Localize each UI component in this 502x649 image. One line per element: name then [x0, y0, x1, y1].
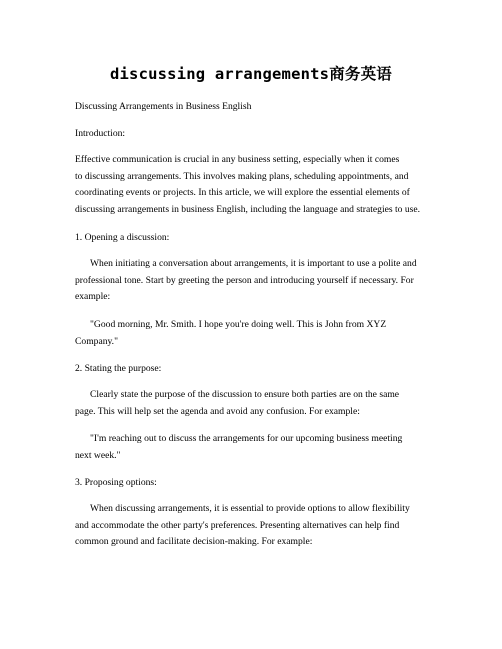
paragraph-line: "Good morning, Mr. Smith. I hope you're doing well. This is John from XYZ — [90, 319, 387, 330]
paragraph-line: page. This will help set the agenda and avoid any confusion. For example: — [75, 405, 360, 417]
paragraph-line: Clearly state the purpose of the discussion to ensure both parties are on the same — [90, 389, 400, 400]
paragraph-line: Discussing Arrangements in Business English — [75, 101, 252, 112]
paragraph-line: "I'm reaching out to discuss the arrangements for our upcoming business meeting — [90, 433, 403, 444]
opening-example-quote — [75, 317, 437, 350]
paragraph-line: When discussing arrangements, it is essential to provide options to allow flexibility — [90, 503, 410, 514]
paragraph-line: discussing arrangements in business English, including the language and strategies to use. — [75, 203, 421, 215]
paragraph-line: coordinating events or projects. In this article, we will explore the essential elements of — [75, 187, 410, 198]
paragraph-line: professional tone. Start by greeting the person and introducing yourself if necessary. For — [75, 274, 414, 286]
intro-paragraph — [75, 152, 437, 218]
paragraph-line: 2. Stating the purpose: — [75, 363, 162, 374]
paragraph-line: Company." — [75, 335, 118, 347]
paragraph-line: 1. Opening a discussion: — [75, 232, 170, 243]
opening-paragraph — [75, 256, 437, 306]
section-heading-opening — [75, 230, 437, 247]
paragraph-line: 3. Proposing options: — [75, 477, 157, 488]
paragraph-line: and accommodate the other party's preferences. Presenting alternatives can help find — [75, 519, 400, 531]
document-title — [0, 62, 502, 84]
paragraph-line: common ground and facilitate decision-making. For example: — [75, 536, 313, 547]
paragraph-line: Effective communication is crucial in any business setting, especially when it comes — [75, 154, 400, 165]
purpose-example-quote — [75, 431, 437, 464]
intro-heading — [75, 126, 437, 143]
options-paragraph — [75, 501, 437, 551]
paragraph-line: to discussing arrangements. This involves making plans, scheduling appointments, and — [75, 170, 409, 182]
paragraph-line: example: — [75, 291, 111, 302]
section-heading-options — [75, 475, 437, 492]
paragraph-line: When initiating a conversation about arrangements, it is important to use a polite and — [90, 258, 417, 269]
paragraph-line: Introduction: — [75, 128, 126, 139]
purpose-paragraph — [75, 387, 437, 420]
title-latin: discussing arrangements — [109, 65, 330, 83]
paragraph-line: next week." — [75, 449, 121, 461]
title-cjk: 商务英语 — [329, 65, 393, 83]
section-heading-purpose — [75, 361, 437, 378]
subtitle-paragraph — [75, 99, 437, 116]
